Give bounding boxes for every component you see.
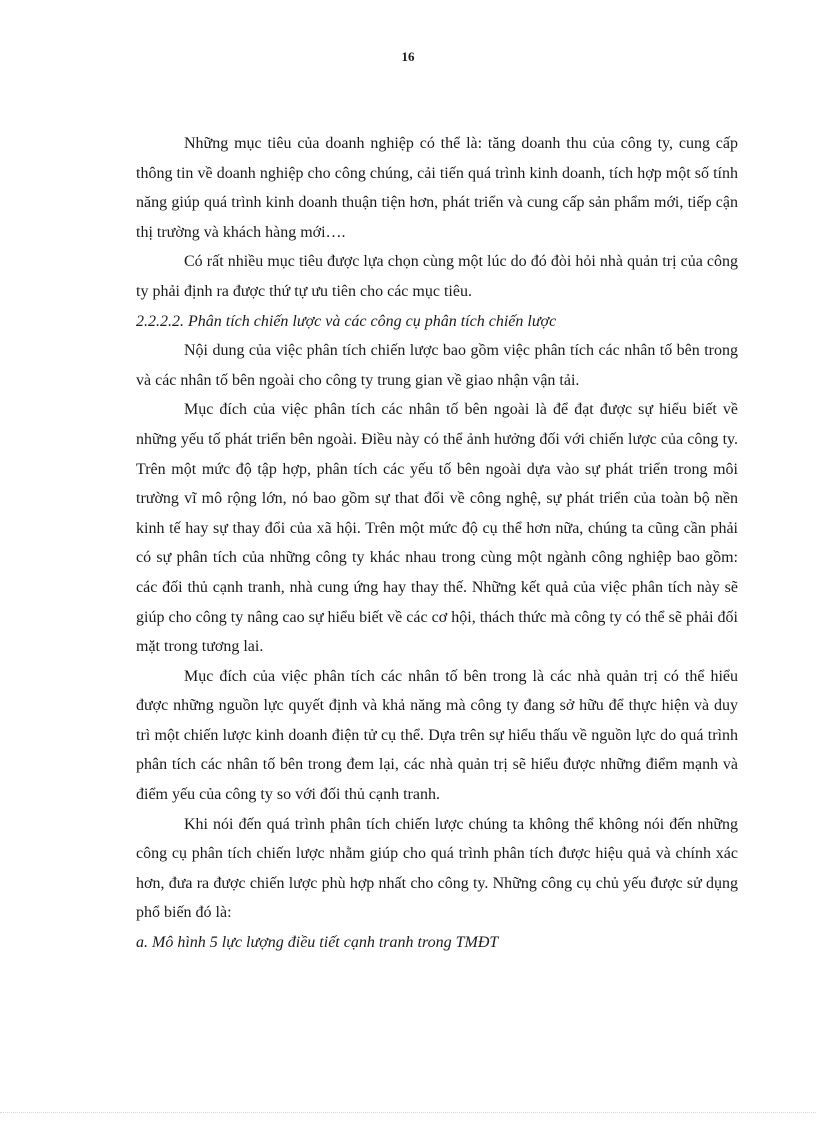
paragraph-goal-priority: Có rất nhiều mục tiêu được lựa chọn cùng một lúc do đó đòi hỏi nhà quản trị của công ty phải định ra được thứ tự ưu tiên cho các mục tiêu.: [136, 253, 738, 300]
page-number: 16: [401, 49, 415, 64]
paragraph-analysis-tools: Khi nói đến quá trình phân tích chiến lược chúng ta không thể không nói đến những công cụ phân tích chiến lược nhằm giúp cho quá trình phân tích được hiệu quả và chính xác hơn, đưa ra được chiến lược phù hợp nhất cho công ty. Những công cụ chủ yếu được sử dụng phổ biến đó là:: [136, 815, 738, 922]
paragraph-external-factors: Mục đích của việc phân tích các nhân tố bên ngoài là để đạt được sự hiểu biết về những yếu tố phát triển bên ngoài. Điều này có thể ảnh hưởng đối với chiến lược của công ty. Trên một mức độ tập hợp, phân tích các yếu tố bên ngoài dựa vào sự phát triển trong môi trường vĩ mô rộng lớn, nó bao gồm sự that đổi về công nghệ, sự phát triển của toàn bộ nền kinh tế hay sự thay đổi của xã hội. Trên một mức độ cụ thể hơn nữa, chúng ta cũng cần phải có sự phân tích của những công ty khác nhau trong cùng một ngành công nghiệp bao gồm: các đối thủ cạnh tranh, nhà cung ứng hay thay thế. Những kết quả của việc phân tích này sẽ giúp cho công ty nâng cao sự hiểu biết về các cơ hội, thách thức mà công ty có thể sẽ phải đối mặt trong tương lai.: [136, 401, 738, 656]
subsection-heading-five-forces: a. Mô hình 5 lực lượng điều tiết cạnh tranh trong TMĐT: [136, 934, 499, 952]
page-bottom-divider: [0, 1112, 816, 1113]
paragraph-analysis-content: Nội dung của việc phân tích chiến lược bao gồm việc phân tích các nhân tố bên trong và các nhân tố bên ngoài cho công ty trung gian về giao nhận vận tải.: [136, 342, 738, 389]
page-body: [136, 129, 738, 958]
paragraph-internal-factors: Mục đích của việc phân tích các nhân tố bên trong là các nhà quản trị có thể hiểu được những nguồn lực quyết định và khả năng mà công ty đang sở hữu để thực hiện và duy trì một chiến lược kinh doanh điện tử cụ thể. Dựa trên sự hiểu thấu về nguồn lực do quá trình phân tích các nhân tố bên trong đem lại, các nhà quản trị sẽ hiểu được những điểm mạnh và điểm yếu của công ty so với đối thủ cạnh tranh.: [136, 667, 738, 804]
paragraph-business-goals: Những mục tiêu của doanh nghiệp có thể là: tăng doanh thu của công ty, cung cấp thông tin về doanh nghiệp cho công chúng, cải tiến quá trình kinh doanh, tích hợp một số tính năng giúp quá trình kinh doanh thuận tiện hơn, phát triển và cung cấp sản phẩm mới, tiếp cận thị trường và khách hàng mới….: [136, 135, 738, 241]
section-heading-strategy-analysis: 2.2.2.2. Phân tích chiến lược và các công cụ phân tích chiến lược: [136, 312, 557, 330]
